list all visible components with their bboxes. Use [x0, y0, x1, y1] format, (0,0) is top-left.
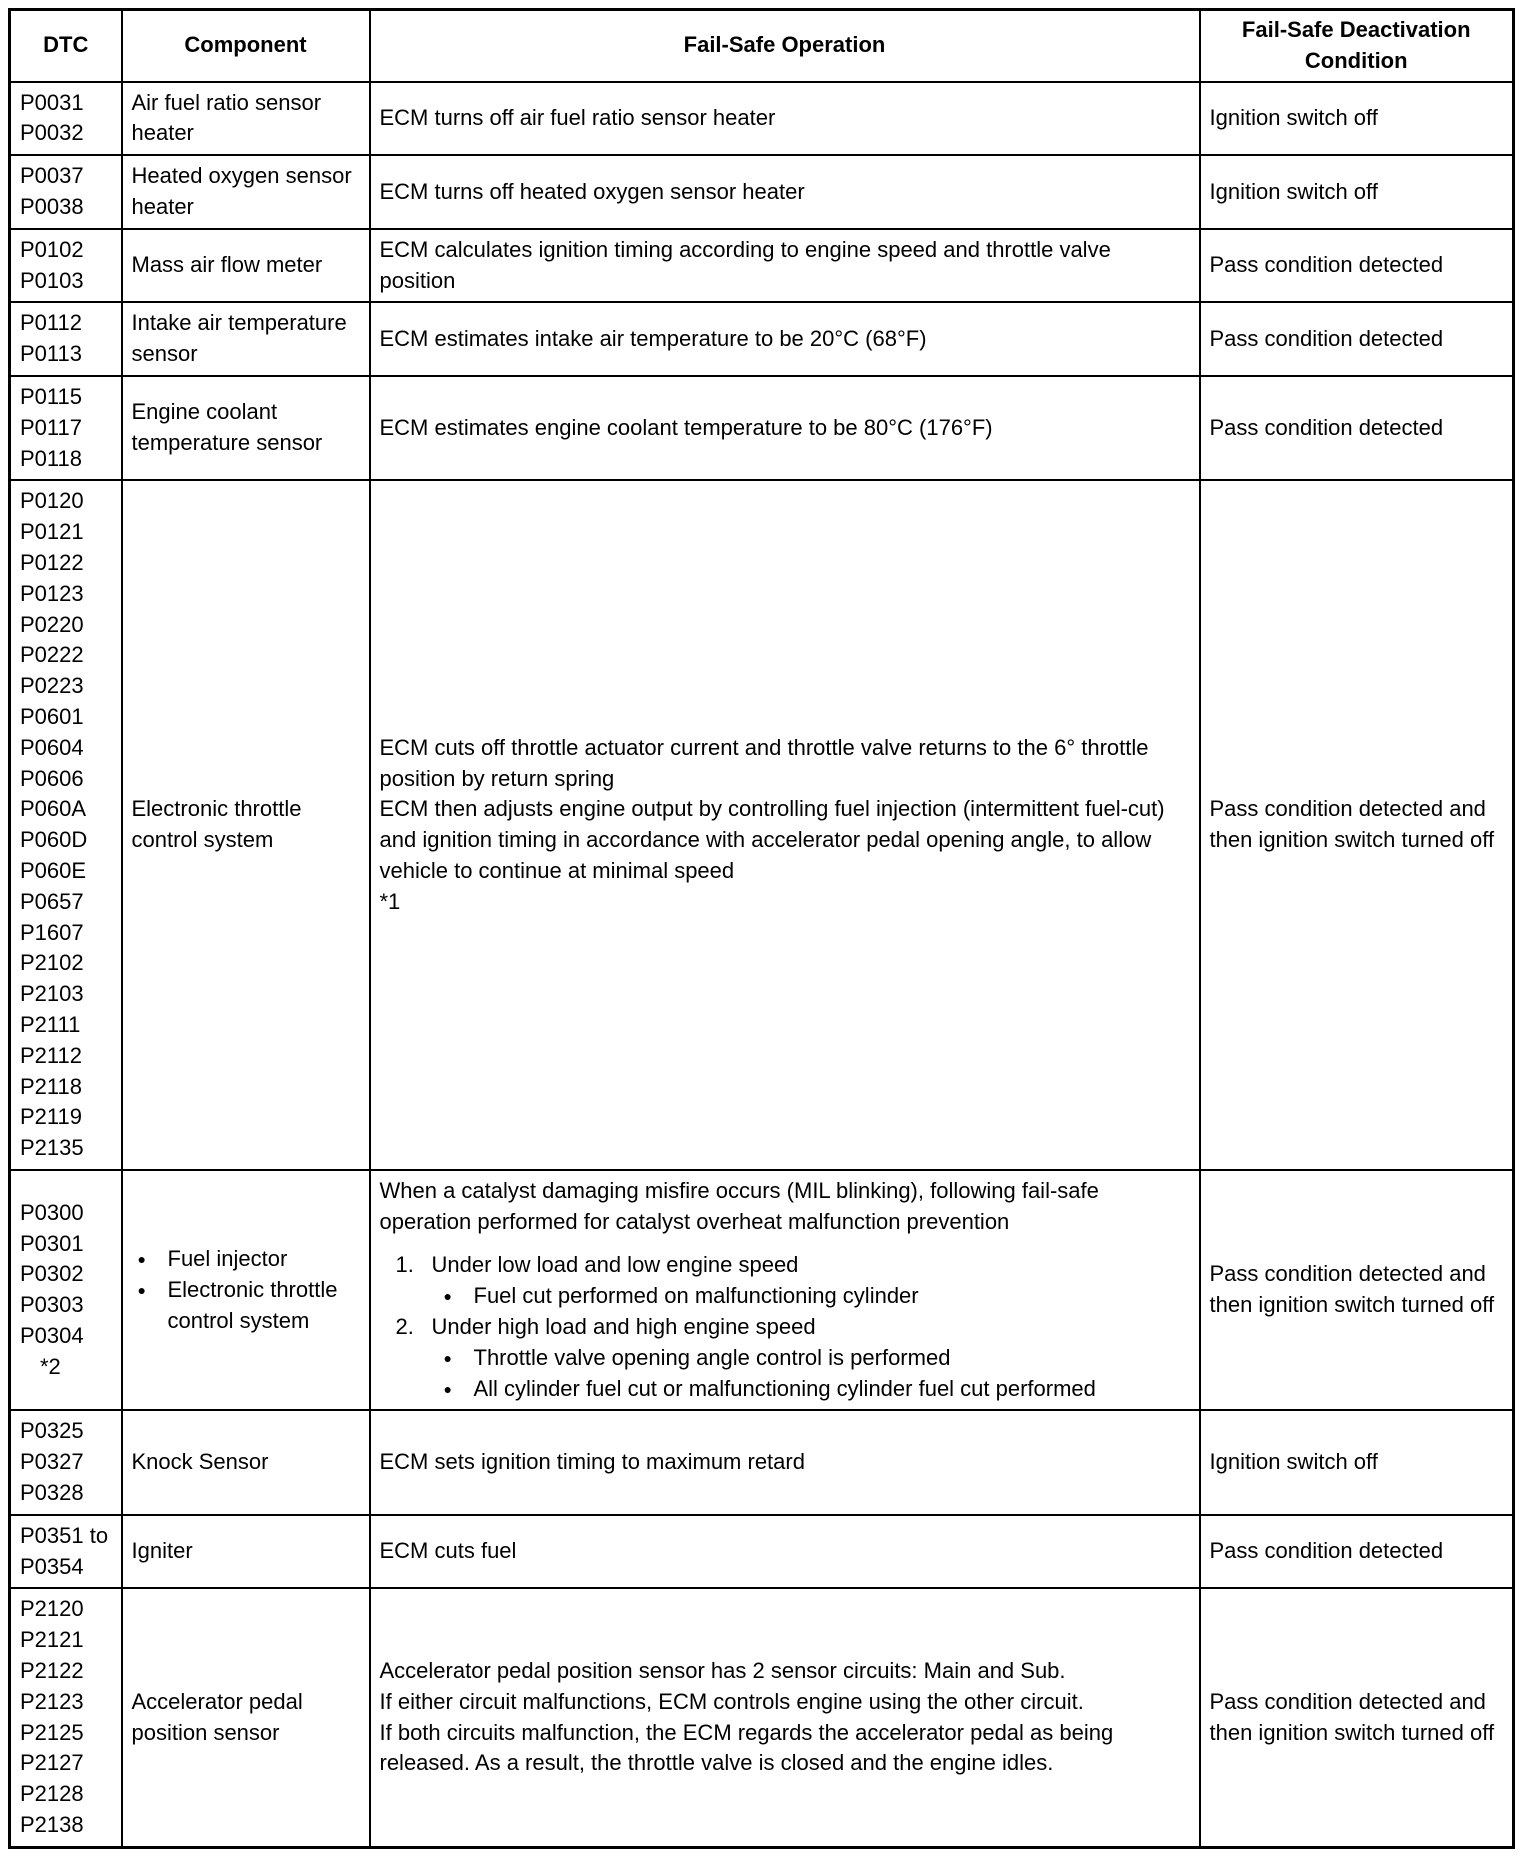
dtc-codes-cell	[10, 1588, 122, 1847]
deactivation-text: Pass condition detected	[1209, 414, 1444, 440]
col-header-deactivation-condition: Fail-Safe Deactivation Condition	[1200, 10, 1514, 82]
dtc-code: P2103	[20, 981, 84, 1007]
dtc-code: P0223	[20, 673, 84, 699]
operation-paragraph: ECM calculates ignition timing according to engine speed and throttle valve position	[379, 236, 1111, 293]
dtc-code: P2119	[20, 1104, 82, 1130]
dtc-code: P0121	[20, 519, 84, 545]
operation-cell	[370, 1170, 1200, 1411]
dtc-code: P2125	[20, 1719, 84, 1745]
table-row	[10, 1515, 1514, 1589]
dtc-code: P0220	[20, 611, 84, 637]
bullet-icon	[444, 1343, 474, 1374]
dtc-code: P0325	[20, 1418, 84, 1444]
deactivation-cell	[1200, 1515, 1514, 1589]
deactivation-text: Pass condition detected	[1209, 1538, 1444, 1564]
component-name: Electronic throttle control system	[131, 796, 302, 853]
operation-paragraph: ECM estimates engine coolant temperature to be 80°C (176°F)	[379, 414, 993, 440]
component-name: Air fuel ratio sensor heater	[131, 89, 322, 146]
operation-bullet-text: Throttle valve opening angle control is performed	[473, 1344, 951, 1370]
table-body	[10, 82, 1514, 1848]
dtc-code: P2128	[20, 1781, 84, 1807]
dtc-code: P0037	[20, 163, 84, 189]
deactivation-cell	[1200, 1410, 1514, 1514]
col-header-dtc: DTC	[10, 10, 122, 82]
component-name: Knock Sensor	[131, 1449, 269, 1475]
dtc-code: P0301	[20, 1230, 84, 1256]
table-row	[10, 155, 1514, 229]
dtc-code: P2111	[20, 1011, 81, 1037]
operation-paragraph: ECM then adjusts engine output by controlling fuel injection (intermittent fuel-cut) and ignition timing in accordance with accelerator pedal opening angle, to allow vehicle to continue at minimal speed	[379, 796, 1165, 883]
operation-paragraph: ECM turns off heated oxygen sensor heater	[379, 178, 805, 204]
component-name: Igniter	[131, 1538, 193, 1564]
item-text: Under low load and low engine speed	[431, 1252, 799, 1278]
dtc-codes-cell	[10, 376, 122, 480]
dtc-code: P2135	[20, 1135, 84, 1161]
deactivation-cell	[1200, 155, 1514, 229]
operation-bullet-text: Fuel cut performed on malfunctioning cylinder	[473, 1283, 919, 1309]
dtc-code: P2127	[20, 1750, 84, 1776]
dtc-code: P2118	[20, 1073, 82, 1099]
operation-footnote: *1	[379, 888, 401, 914]
deactivation-cell	[1200, 480, 1514, 1170]
component-cell	[122, 155, 370, 229]
operation-bullet-item	[380, 1343, 1190, 1374]
dtc-code: P0303	[20, 1292, 84, 1318]
component-name: Accelerator pedal position sensor	[131, 1688, 303, 1745]
dtc-code: P060D	[20, 827, 88, 853]
deactivation-text: Pass condition detected	[1209, 325, 1444, 351]
operation-cell	[370, 1588, 1200, 1847]
dtc-codes-cell	[10, 302, 122, 376]
operation-list	[380, 1250, 1190, 1404]
operation-bullet-text: All cylinder fuel cut or malfunctioning cylinder fuel cut performed	[473, 1375, 1096, 1401]
deactivation-text: Ignition switch off	[1209, 1449, 1378, 1475]
dtc-codes-cell	[10, 1170, 122, 1411]
deactivation-cell	[1200, 1588, 1514, 1847]
operation-bullet-item	[380, 1281, 1190, 1312]
dtc-code: P2138	[20, 1812, 84, 1838]
component-cell	[122, 229, 370, 303]
operation-cell	[370, 82, 1200, 156]
table-row	[10, 376, 1514, 480]
dtc-code: P0113	[20, 341, 82, 367]
dtc-code: P0102	[20, 236, 84, 262]
operation-paragraph: ECM cuts fuel	[379, 1538, 517, 1564]
component-cell	[122, 1588, 370, 1847]
bullet-icon	[138, 1275, 168, 1337]
component-name: Electronic throttle control system	[167, 1276, 338, 1333]
operation-cell	[370, 480, 1200, 1170]
item-number: 2.	[395, 1314, 414, 1340]
dtc-codes-cell	[10, 82, 122, 156]
operation-bullet-item	[380, 1374, 1190, 1405]
table-header	[10, 10, 1514, 82]
dtc-code: P0118	[20, 445, 82, 471]
deactivation-text: Pass condition detected and then ignition switch turned off	[1209, 1688, 1495, 1745]
table-row	[10, 480, 1514, 1170]
component-name: Heated oxygen sensor heater	[131, 163, 352, 219]
operation-numbered-item	[380, 1250, 1190, 1281]
deactivation-text: Ignition switch off	[1209, 178, 1378, 204]
deactivation-cell	[1200, 82, 1514, 156]
dtc-code: P0115	[20, 383, 82, 409]
deactivation-cell	[1200, 229, 1514, 303]
dtc-code: P0351 to P0354	[20, 1522, 109, 1579]
component-name: Mass air flow meter	[131, 252, 323, 278]
dtc-code: P2112	[20, 1042, 82, 1068]
dtc-code: P2102	[20, 950, 84, 976]
dtc-code: P0122	[20, 549, 84, 575]
table-row	[10, 1410, 1514, 1514]
component-cell	[122, 302, 370, 376]
component-bullet-item	[132, 1244, 360, 1275]
dtc-code: P0031	[20, 89, 84, 115]
dtc-fail-safe-table	[8, 8, 1515, 1849]
dtc-code: P2120	[20, 1596, 84, 1622]
table-row	[10, 82, 1514, 156]
dtc-code: P0327	[20, 1449, 84, 1475]
col-header-component: Component	[122, 10, 370, 82]
header-row	[10, 10, 1514, 82]
bullet-icon	[138, 1244, 168, 1275]
component-cell	[122, 1515, 370, 1589]
dtc-code: P060A	[20, 796, 87, 822]
dtc-code: P0606	[20, 765, 84, 791]
dtc-code: P2122	[20, 1658, 84, 1684]
bullet-icon	[444, 1281, 474, 1312]
operation-paragraph: If either circuit malfunctions, ECM controls engine using the other circuit.	[379, 1688, 1084, 1714]
dtc-code: P0120	[20, 488, 84, 514]
dtc-code: P2121	[20, 1627, 84, 1653]
item-text: Under high load and high engine speed	[431, 1314, 816, 1340]
component-cell	[122, 376, 370, 480]
operation-paragraph: Accelerator pedal position sensor has 2 sensor circuits: Main and Sub.	[379, 1658, 1066, 1684]
dtc-code: P0604	[20, 734, 84, 760]
operation-paragraph: ECM estimates intake air temperature to be 20°C (68°F)	[379, 325, 927, 351]
table-row	[10, 302, 1514, 376]
operation-cell	[370, 229, 1200, 303]
dtc-code: P0300	[20, 1199, 84, 1225]
deactivation-text: Pass condition detected	[1209, 252, 1444, 278]
dtc-footnote: *2	[40, 1353, 61, 1379]
col-header-fail-safe-operation: Fail-Safe Operation	[370, 10, 1200, 82]
operation-paragraph: ECM turns off air fuel ratio sensor heater	[379, 104, 776, 130]
operation-cell	[370, 1410, 1200, 1514]
bullet-icon	[444, 1374, 474, 1405]
dtc-codes-cell	[10, 480, 122, 1170]
deactivation-cell	[1200, 1170, 1514, 1411]
dtc-code: P060E	[20, 857, 87, 883]
operation-cell	[370, 376, 1200, 480]
operation-paragraph: If both circuits malfunction, the ECM regards the accelerator pedal as being released. As a result, the throttle valve is closed and the engine idles.	[379, 1719, 1114, 1776]
component-cell	[122, 1410, 370, 1514]
dtc-code: P2123	[20, 1688, 84, 1714]
component-name: Intake air temperature sensor	[131, 310, 347, 367]
operation-paragraph: When a catalyst damaging misfire occurs (MIL blinking), following fail-safe operation performed for catalyst overheat malfunction prevention	[379, 1177, 1099, 1234]
dtc-codes-cell	[10, 229, 122, 303]
operation-cell	[370, 1515, 1200, 1589]
dtc-code: P0123	[20, 580, 84, 606]
dtc-code: P0038	[20, 193, 84, 219]
dtc-codes-cell	[10, 1515, 122, 1589]
deactivation-text: Pass condition detected and then ignition switch turned off	[1209, 796, 1495, 853]
dtc-code: P0112	[20, 310, 82, 336]
dtc-codes-cell	[10, 155, 122, 229]
component-name: Fuel injector	[167, 1245, 288, 1271]
dtc-code: P0117	[20, 414, 82, 440]
operation-numbered-item	[380, 1312, 1190, 1343]
operation-cell	[370, 155, 1200, 229]
table-row	[10, 229, 1514, 303]
table-row	[10, 1588, 1514, 1847]
operation-paragraph: ECM cuts off throttle actuator current and throttle valve returns to the 6° throttle position by return spring	[379, 734, 1149, 791]
dtc-code: P0657	[20, 888, 84, 914]
dtc-code: P1607	[20, 919, 84, 945]
operation-paragraph: ECM sets ignition timing to maximum retard	[379, 1449, 805, 1475]
dtc-code: P0302	[20, 1261, 84, 1287]
component-name: Engine coolant temperature sensor	[131, 399, 323, 456]
dtc-code: P0328	[20, 1480, 84, 1506]
dtc-code: P0103	[20, 267, 84, 293]
operation-cell	[370, 302, 1200, 376]
dtc-code: P0032	[20, 120, 84, 146]
deactivation-cell	[1200, 302, 1514, 376]
item-number: 1.	[395, 1252, 414, 1278]
table-row	[10, 1170, 1514, 1411]
deactivation-text: Ignition switch off	[1209, 104, 1378, 130]
component-bullet-item	[132, 1275, 360, 1337]
dtc-code: P0222	[20, 642, 84, 668]
component-cell	[122, 480, 370, 1170]
deactivation-text: Pass condition detected and then ignition switch turned off	[1209, 1261, 1495, 1318]
dtc-codes-cell	[10, 1410, 122, 1514]
deactivation-cell	[1200, 376, 1514, 480]
dtc-code: P0601	[20, 703, 84, 729]
component-cell	[122, 1170, 370, 1411]
component-cell	[122, 82, 370, 156]
dtc-code: P0304	[20, 1322, 84, 1348]
